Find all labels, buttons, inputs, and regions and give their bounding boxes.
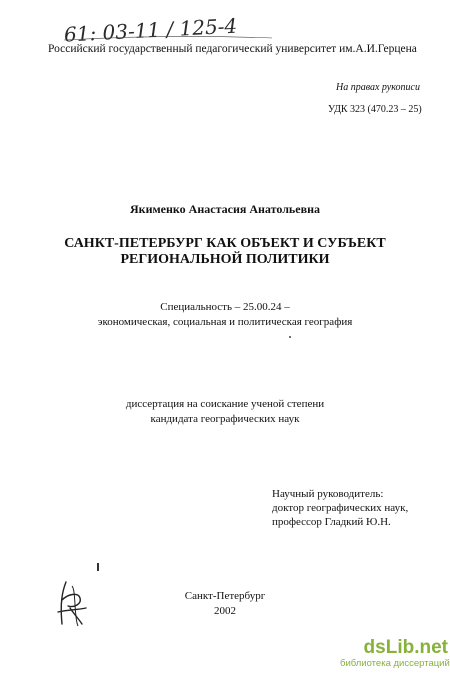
- specialty-name: экономическая, социальная и политическая география: [97, 316, 353, 328]
- thesis-title-line-2: РЕГИОНАЛЬНОЙ ПОЛИТИКИ: [120, 252, 330, 267]
- degree-statement-line-2: кандидата географических наук: [150, 413, 300, 425]
- margin-mark: [97, 563, 99, 571]
- handwritten-code-text: 61: 03-11 / 125-4: [63, 14, 238, 47]
- watermark-subtitle: библиотека диссертаций: [340, 658, 450, 669]
- supervisor-label: Научный руководитель:: [272, 488, 384, 500]
- university-name: Российский государственный педагогический университет им.А.И.Герцена: [48, 43, 417, 55]
- thesis-title: [0, 236, 450, 268]
- year: 2002: [214, 605, 236, 617]
- dslib-watermark[interactable]: [340, 638, 448, 670]
- specialty-code: Специальность – 25.00.24 –: [160, 301, 290, 313]
- thesis-title-line-1: САНКТ-ПЕТЕРБУРГ КАК ОБЪЕКТ И СУБЪЕКТ: [64, 236, 386, 251]
- place-and-year: [0, 589, 450, 619]
- author-name: Якименко Анастасия Анатольевна: [130, 202, 320, 216]
- supervisor-name: профессор Гладкий Ю.Н.: [272, 516, 391, 528]
- watermark-brand: dsLib.net: [363, 637, 448, 658]
- supervisor-degree: доктор географических наук,: [272, 502, 409, 514]
- city: Санкт-Петербург: [184, 590, 266, 602]
- stray-mark: [289, 336, 291, 338]
- degree-statement: [0, 397, 450, 427]
- degree-statement-line-1: диссертация на соискание ученой степени: [125, 398, 325, 410]
- supervisor-block: [272, 487, 408, 529]
- udk-code: УДК 323 (470.23 – 25): [328, 104, 422, 115]
- specialty-block: [0, 300, 450, 330]
- manuscript-rights-note: На правах рукописи: [336, 82, 420, 93]
